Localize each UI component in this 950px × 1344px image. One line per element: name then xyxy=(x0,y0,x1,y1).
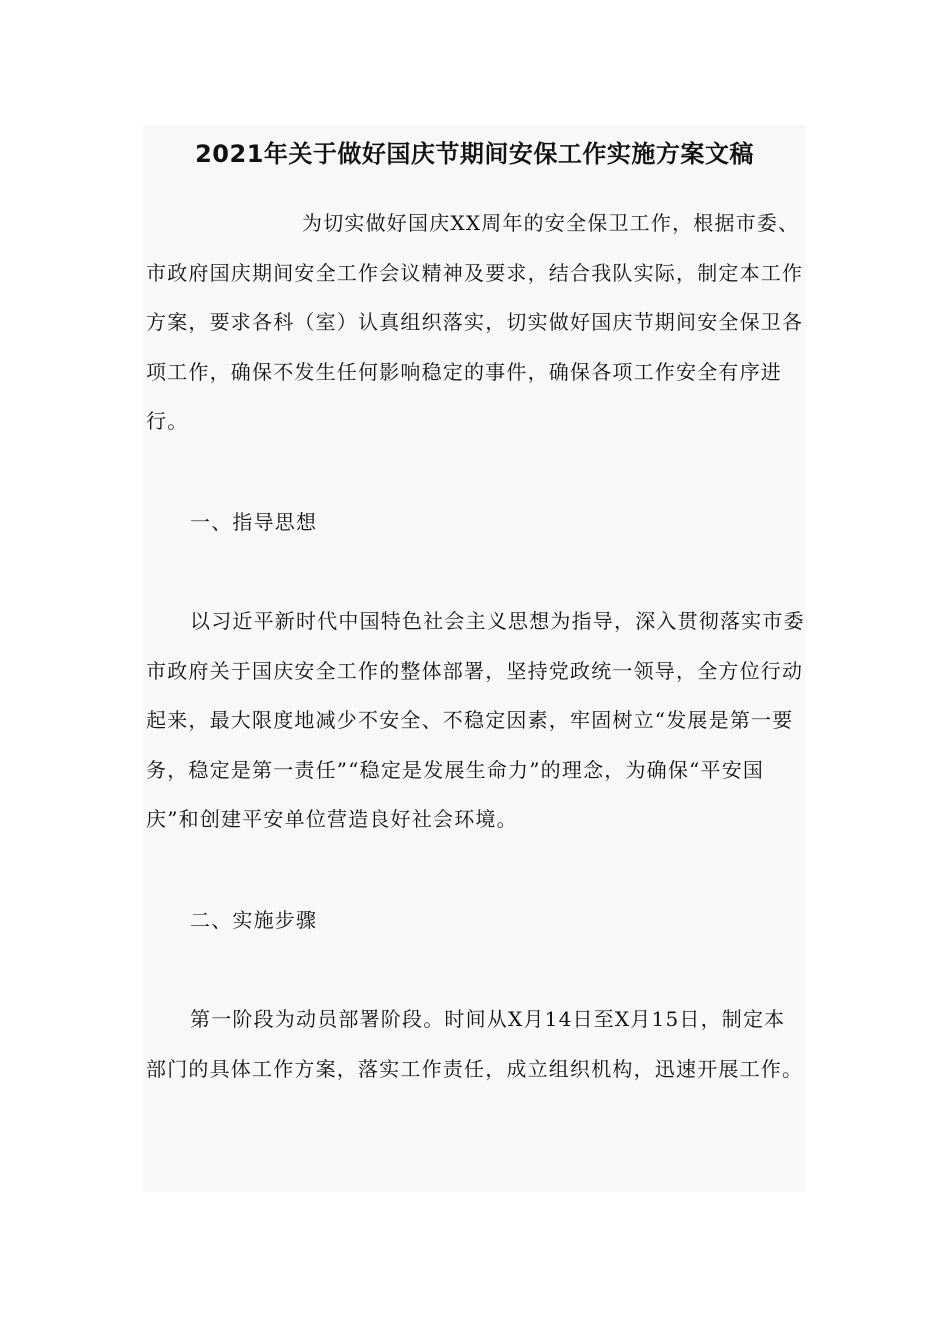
section-heading-implementation-steps: 二、实施步骤 xyxy=(190,908,318,932)
intro-paragraph: 为切实做好国庆XX周年的安全保卫工作，根据市委、市政府国庆期间安全工作会议精神及要求，结合我队实际，制定本工作方案，要求各科（室）认真组织落实，切实做好国庆节期间安全保卫各项工作，确保不发生任何影响稳定的事件，确保各项工作安全有序进行。 xyxy=(146,211,804,433)
section-body-guiding-ideology: 以习近平新时代中国特色社会主义思想为指导，深入贯彻落实市委市政府关于国庆安全工作的整体部署，坚持党政统一领导，全方位行动起来，最大限度地减少不安全、不稳定因素，牢固树立“发展是第一要务，稳定是第一责任”“稳定是发展生命力”的理念，为确保“平安国庆”和创建平安单位营造良好社会环境。 xyxy=(146,609,805,831)
section-heading-guiding-ideology: 一、指导思想 xyxy=(190,510,318,534)
document-title: 2021年关于做好国庆节期间安保工作实施方案文稿 xyxy=(195,140,754,168)
section-body-implementation-steps: 第一阶段为动员部署阶段。时间从X月14日至X月15日，制定本部门的具体工作方案，落实工作责任，成立组织机构，迅速开展工作。 xyxy=(146,1007,804,1081)
